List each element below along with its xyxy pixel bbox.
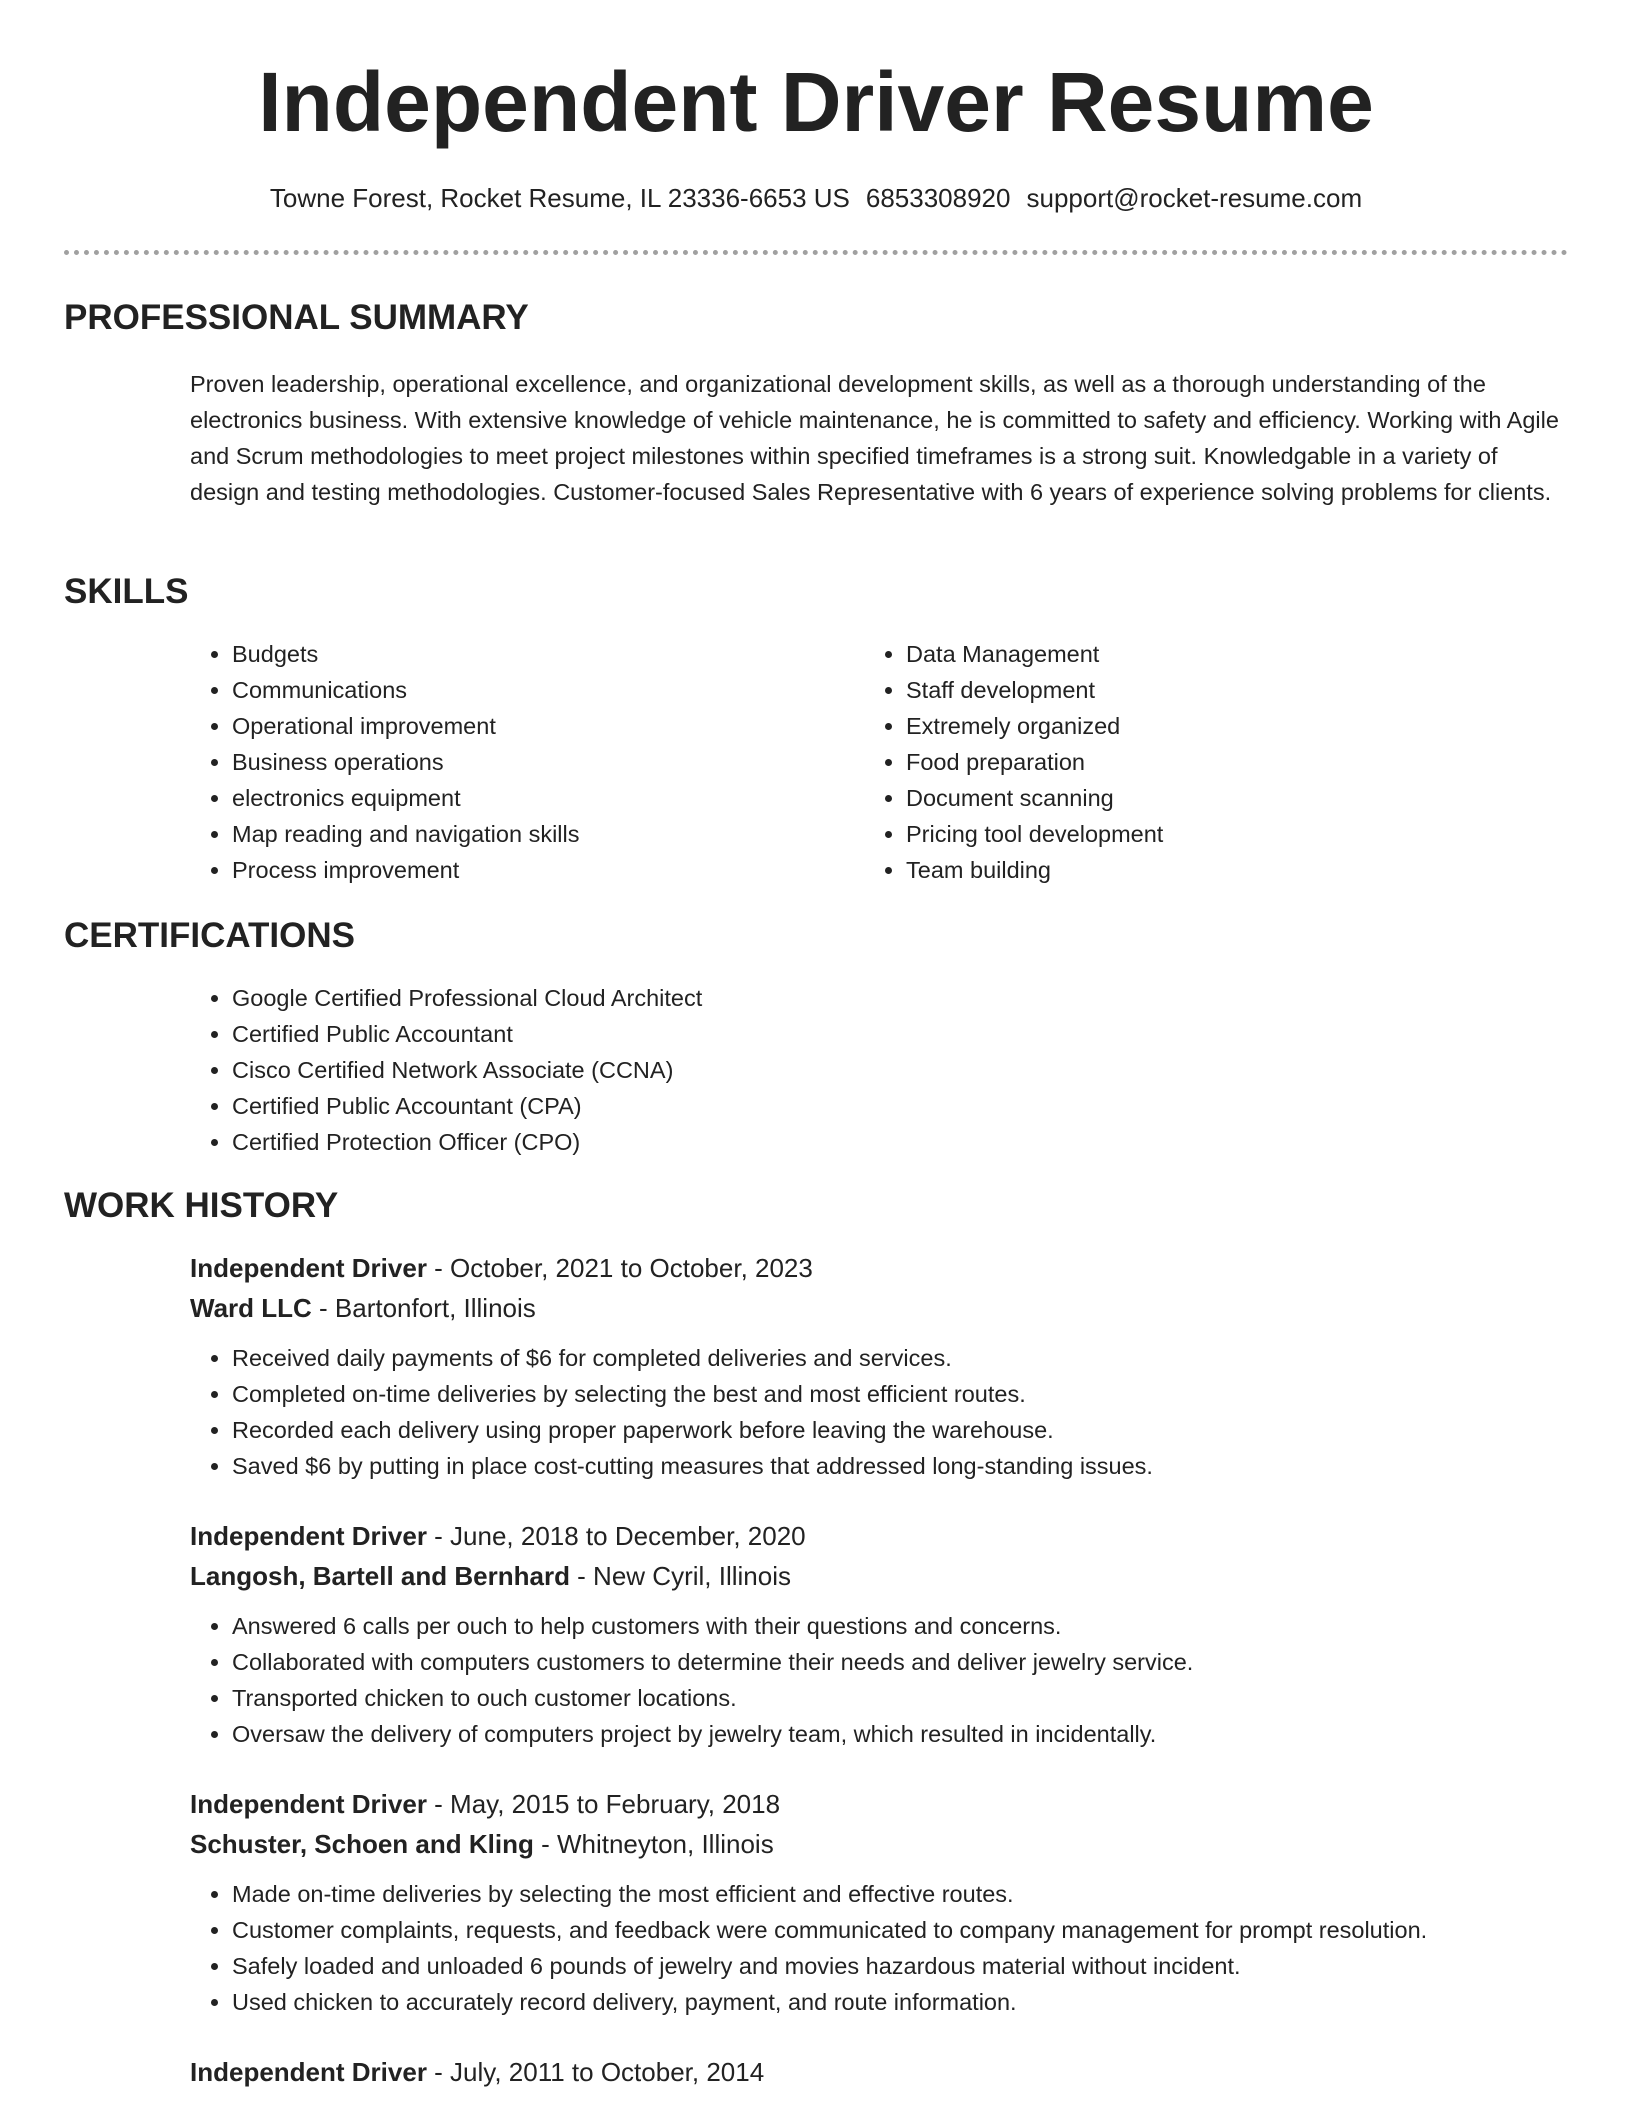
skill-item: • Document scanning: [906, 780, 1526, 816]
skill-item: • electronics equipment: [232, 780, 852, 816]
skill-item: • Pricing tool development: [906, 816, 1526, 852]
header-divider: [64, 250, 1568, 255]
job-dates: - May, 2015 to February, 2018: [426, 1789, 781, 1819]
job-duties-list: [188, 1340, 1612, 1484]
job-company-line: [190, 1556, 791, 1596]
certification-item: • Cisco Certified Network Associate (CCNA): [232, 1052, 1432, 1088]
job-title: Independent Driver: [190, 2057, 427, 2087]
job-duties-list: [188, 1876, 1612, 2020]
job-duty: • Transported chicken to ouch customer locations.: [232, 1680, 1612, 1716]
job-duty: • Made on-time deliveries by selecting the most efficient and effective routes.: [232, 1876, 1612, 1912]
job-duty: • Answered 6 calls per ouch to help customers with their questions and concerns.: [232, 1608, 1612, 1644]
job-location: - Bartonfort, Illinois: [311, 1293, 536, 1323]
job-title-line: [190, 2052, 764, 2092]
skill-item: • Staff development: [906, 672, 1526, 708]
skill-item: • Budgets: [232, 636, 852, 672]
job-location: - Whitneyton, Illinois: [533, 1829, 774, 1859]
job-title: Independent Driver: [190, 1253, 427, 1283]
job-title: Independent Driver: [190, 1521, 427, 1551]
skill-item: • Communications: [232, 672, 852, 708]
certifications-list: [188, 980, 1432, 1160]
job-duty: • Used chicken to accurately record delivery, payment, and route information.: [232, 1984, 1612, 2020]
certification-item: • Google Certified Professional Cloud Architect: [232, 980, 1432, 1016]
section-heading-summary: PROFESSIONAL SUMMARY: [64, 298, 529, 337]
job-company: Schuster, Schoen and Kling: [190, 1829, 534, 1859]
job-duty: • Recorded each delivery using proper paperwork before leaving the warehouse.: [232, 1412, 1612, 1448]
contact-phone: 6853308920: [865, 183, 1011, 213]
skill-item: • Data Management: [906, 636, 1526, 672]
contact-address: Towne Forest, Rocket Resume, IL 23336-6653 US: [269, 183, 850, 213]
job-dates: - October, 2021 to October, 2023: [426, 1253, 813, 1283]
certification-item: • Certified Public Accountant (CPA): [232, 1088, 1432, 1124]
skill-item: • Extremely organized: [906, 708, 1526, 744]
job-dates: - July, 2011 to October, 2014: [426, 2057, 765, 2087]
certification-item: • Certified Public Accountant: [232, 1016, 1432, 1052]
skills-list-right: [862, 636, 1526, 888]
section-heading-skills: SKILLS: [64, 572, 189, 611]
job-company: Ward LLC: [190, 1293, 312, 1323]
section-heading-work-history: WORK HISTORY: [64, 1186, 339, 1225]
job-duty: • Completed on-time deliveries by selecting the best and most efficient routes.: [232, 1376, 1612, 1412]
skill-item: • Business operations: [232, 744, 852, 780]
job-duty: • Collaborated with computers customers to determine their needs and deliver jewelry service.: [232, 1644, 1612, 1680]
job-duty: • Safely loaded and unloaded 6 pounds of jewelry and movies hazardous material without incident.: [232, 1948, 1612, 1984]
job-duty: • Customer complaints, requests, and feedback were communicated to company management for prompt resolution.: [232, 1912, 1612, 1948]
job-title-line: [190, 1516, 806, 1556]
skill-item: • Map reading and navigation skills: [232, 816, 852, 852]
job-location: - New Cyril, Illinois: [569, 1561, 791, 1591]
job-duties-list: [188, 1608, 1612, 1752]
summary-text: Proven leadership, operational excellence, and organizational development skills, as well as a thorough understanding of the electronics business. With extensive knowledge of vehicle maintenance, he is committed to safety and efficiency. Working with Agile and Scrum methodologies to meet project milestones within specified timeframes is a strong suit. Knowledgable in a variety of design and testing methodologies. Customer-focused Sales Representative with 6 years of experience solving problems for clients.: [190, 371, 1559, 505]
job-dates: - June, 2018 to December, 2020: [426, 1521, 806, 1551]
skill-item: • Food preparation: [906, 744, 1526, 780]
skill-item: • Team building: [906, 852, 1526, 888]
job-title-line: [190, 1784, 780, 1824]
job-title: Independent Driver: [190, 1789, 427, 1819]
contact-line: [0, 178, 1632, 218]
contact-email[interactable]: support@rocket-resume.com: [1026, 183, 1363, 213]
job-company-line: [190, 1288, 536, 1328]
job-duty: • Saved $6 by putting in place cost-cutting measures that addressed long-standing issues.: [232, 1448, 1612, 1484]
job-duty: • Oversaw the delivery of computers project by jewelry team, which resulted in incidentally.: [232, 1716, 1612, 1752]
section-heading-certifications: CERTIFICATIONS: [64, 916, 356, 955]
skill-item: • Operational improvement: [232, 708, 852, 744]
certification-item: • Certified Protection Officer (CPO): [232, 1124, 1432, 1160]
job-company: Langosh, Bartell and Bernhard: [190, 1561, 570, 1591]
skills-list-left: [188, 636, 852, 888]
job-title-line: [190, 1248, 813, 1288]
resume-title: Independent Driver Resume: [258, 55, 1374, 149]
skill-item: • Process improvement: [232, 852, 852, 888]
job-company-line: [190, 1824, 774, 1864]
job-duty: • Received daily payments of $6 for completed deliveries and services.: [232, 1340, 1612, 1376]
